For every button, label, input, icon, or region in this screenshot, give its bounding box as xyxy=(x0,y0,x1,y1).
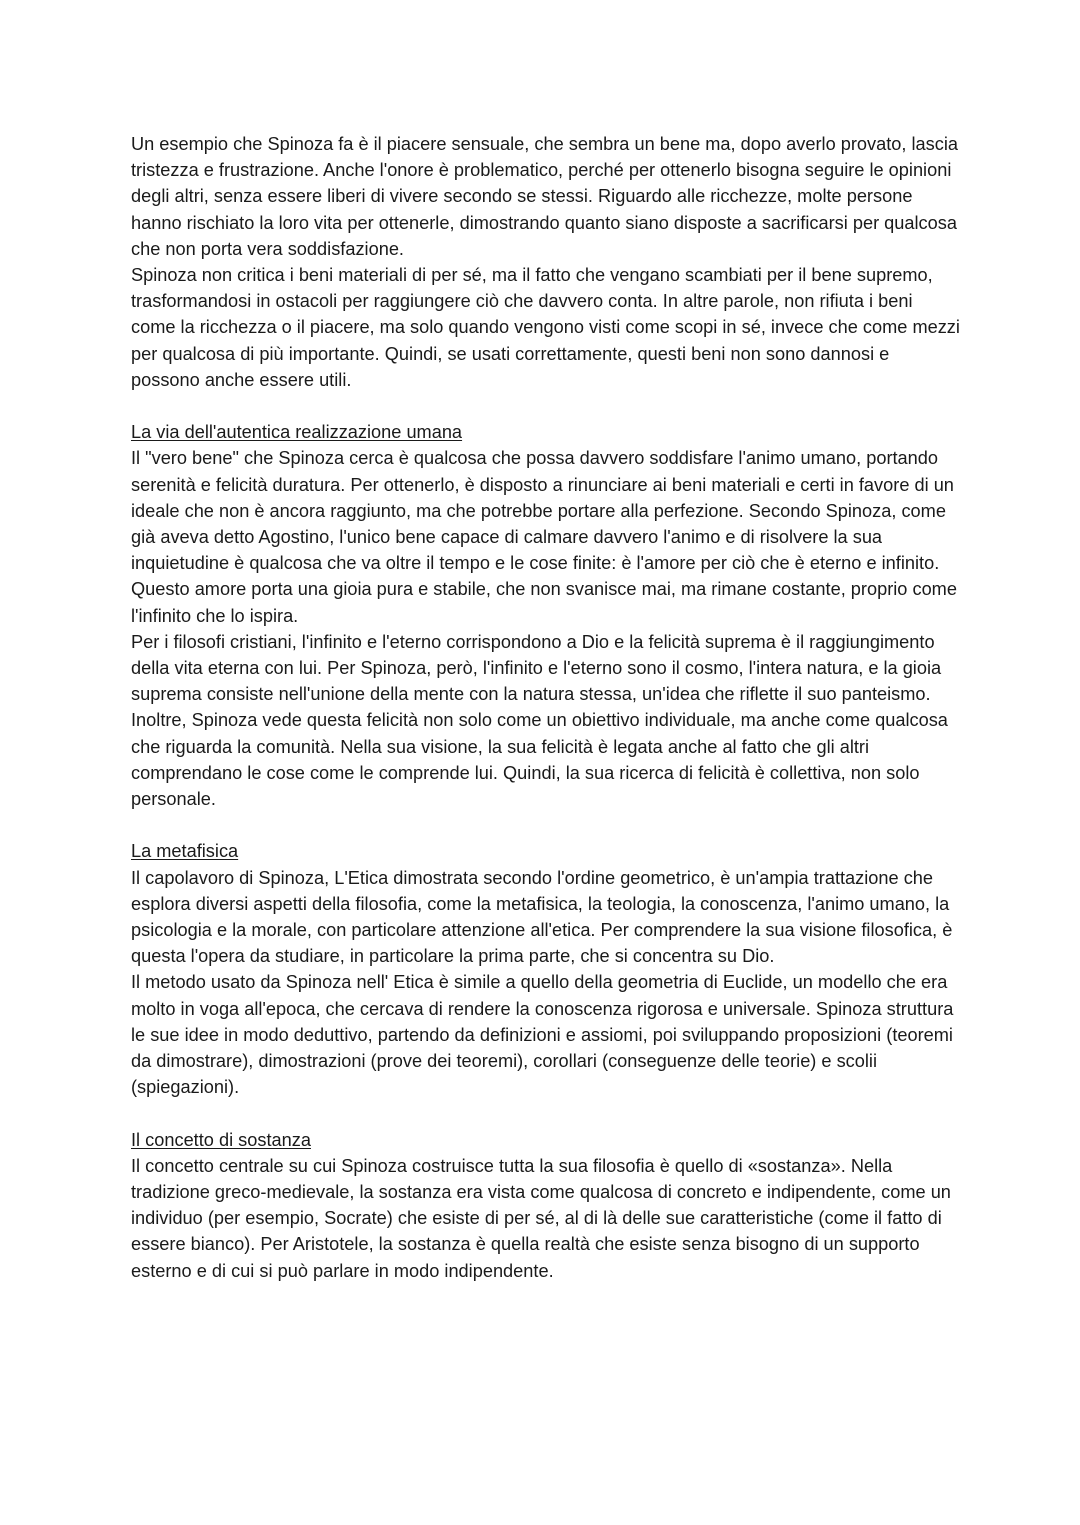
paragraph-spacer xyxy=(131,812,961,838)
paragraph: Il metodo usato da Spinoza nell' Etica è simile a quello della geometria di Euclide, un modello che era molto in voga all'epoca, che cercava di rendere la conoscenza rigorosa e universale. Spinoza struttura le sue idee in modo deduttivo, partendo da definizioni e assiomi, poi sviluppando proposizioni (teoremi da dimostrare), dimostrazioni (prove dei teoremi), corollari (conseguenze delle teorie) e scolii (spiegazioni). xyxy=(131,972,954,1098)
paragraph: Un esempio che Spinoza fa è il piacere sensuale, che sembra un bene ma, dopo averlo provato, lascia tristezza e frustrazione. Anche l'onore è problematico, perché per ottenerlo bisogna seguire le opinioni degli altri, senza essere liberi di vivere secondo se stessi. Riguardo alle ricchezze, molte persone hanno rischiato la loro vita per ottenerle, dimostrando quanto siano disposte a sacrificarsi per qualcosa che non porta vera soddisfazione. xyxy=(131,134,959,259)
paragraph: Il concetto centrale su cui Spinoza costruisce tutta la sua filosofia è quello di «sostanza». Nella tradizione greco-medievale, la sostanza era vista come qualcosa di concreto e indipendente, come un individuo (per esempio, Socrate) che esiste di per sé, al di là delle sue caratteristiche (come il fatto di essere bianco). Per Aristotele, la sostanza è quella realtà che esiste senza bisogno di un supporto esterno e di cui si può parlare in modo indipendente. xyxy=(131,1155,951,1281)
paragraph-spacer xyxy=(131,1100,961,1126)
paragraph: Inoltre, Spinoza vede questa felicità non solo come un obiettivo individuale, ma anche come qualcosa che riguarda la comunità. Nella sua visione, la sua felicità è legata anche al fatto che gli altri comprendano le cose come le comprende lui. Quindi, la sua ricerca di felicità è collettiva, non solo personale. xyxy=(131,710,948,810)
paragraph: Il capolavoro di Spinoza, L'Etica dimostrata secondo l'ordine geometrico, è un'ampia trattazione che esplora diversi aspetti della filosofia, come la metafisica, la teologia, la conoscenza, l'animo umano, la psicologia e la morale, con particolare attenzione all'etica. Per comprendere la sua visione filosofica, è questa l'opera da studiare, in particolare la prima parte, che si concentra su Dio. xyxy=(131,867,953,967)
paragraph: Spinoza non critica i beni materiali di per sé, ma il fatto che vengano scambiati per il bene supremo, trasformandosi in ostacoli per raggiungere ciò che davvero conta. In altre parole, non rifiuta i beni come la ricchezza o il piacere, ma solo quando vengono visti come scopi in sé, invece che come mezzi per qualcosa di più importante. Quindi, se usati correttamente, questi beni non sono dannosi e possono anche essere utili. xyxy=(131,265,960,390)
paragraph: Per i filosofi cristiani, l'infinito e l'eterno corrispondono a Dio e la felicità suprema è il raggiungimento della vita eterna con lui. Per Spinoza, però, l'infinito e l'eterno sono il cosmo, l'intera natura, e la gioia suprema consiste nell'unione della mente con la natura stessa, un'idea che riflette il suo panteismo. xyxy=(131,631,942,705)
section-heading: La via dell'autentica realizzazione umana xyxy=(131,422,463,443)
section-heading: Il concetto di sostanza xyxy=(131,1129,311,1150)
document-page xyxy=(131,131,961,1284)
section-heading: La metafisica xyxy=(131,841,239,862)
paragraph-spacer xyxy=(131,393,961,419)
paragraph: Il "vero bene" che Spinoza cerca è qualcosa che possa davvero soddisfare l'animo umano, portando serenità e felicità duratura. Per ottenerlo, è disposto a rinunciare ai beni materiali e certi in favore di un ideale che non è ancora raggiunto, ma che potrebbe portare alla perfezione. Secondo Spinoza, come già aveva detto Agostino, l'unico bene capace di calmare davvero l'animo e di risolvere la sua inquietudine è qualcosa che va oltre il tempo e le cose finite: è l'amore per ciò che è eterno e infinito. Questo amore porta una gioia pura e stabile, che non svanisce mai, ma rimane costante, proprio come l'infinito che lo ispira. xyxy=(131,448,957,626)
